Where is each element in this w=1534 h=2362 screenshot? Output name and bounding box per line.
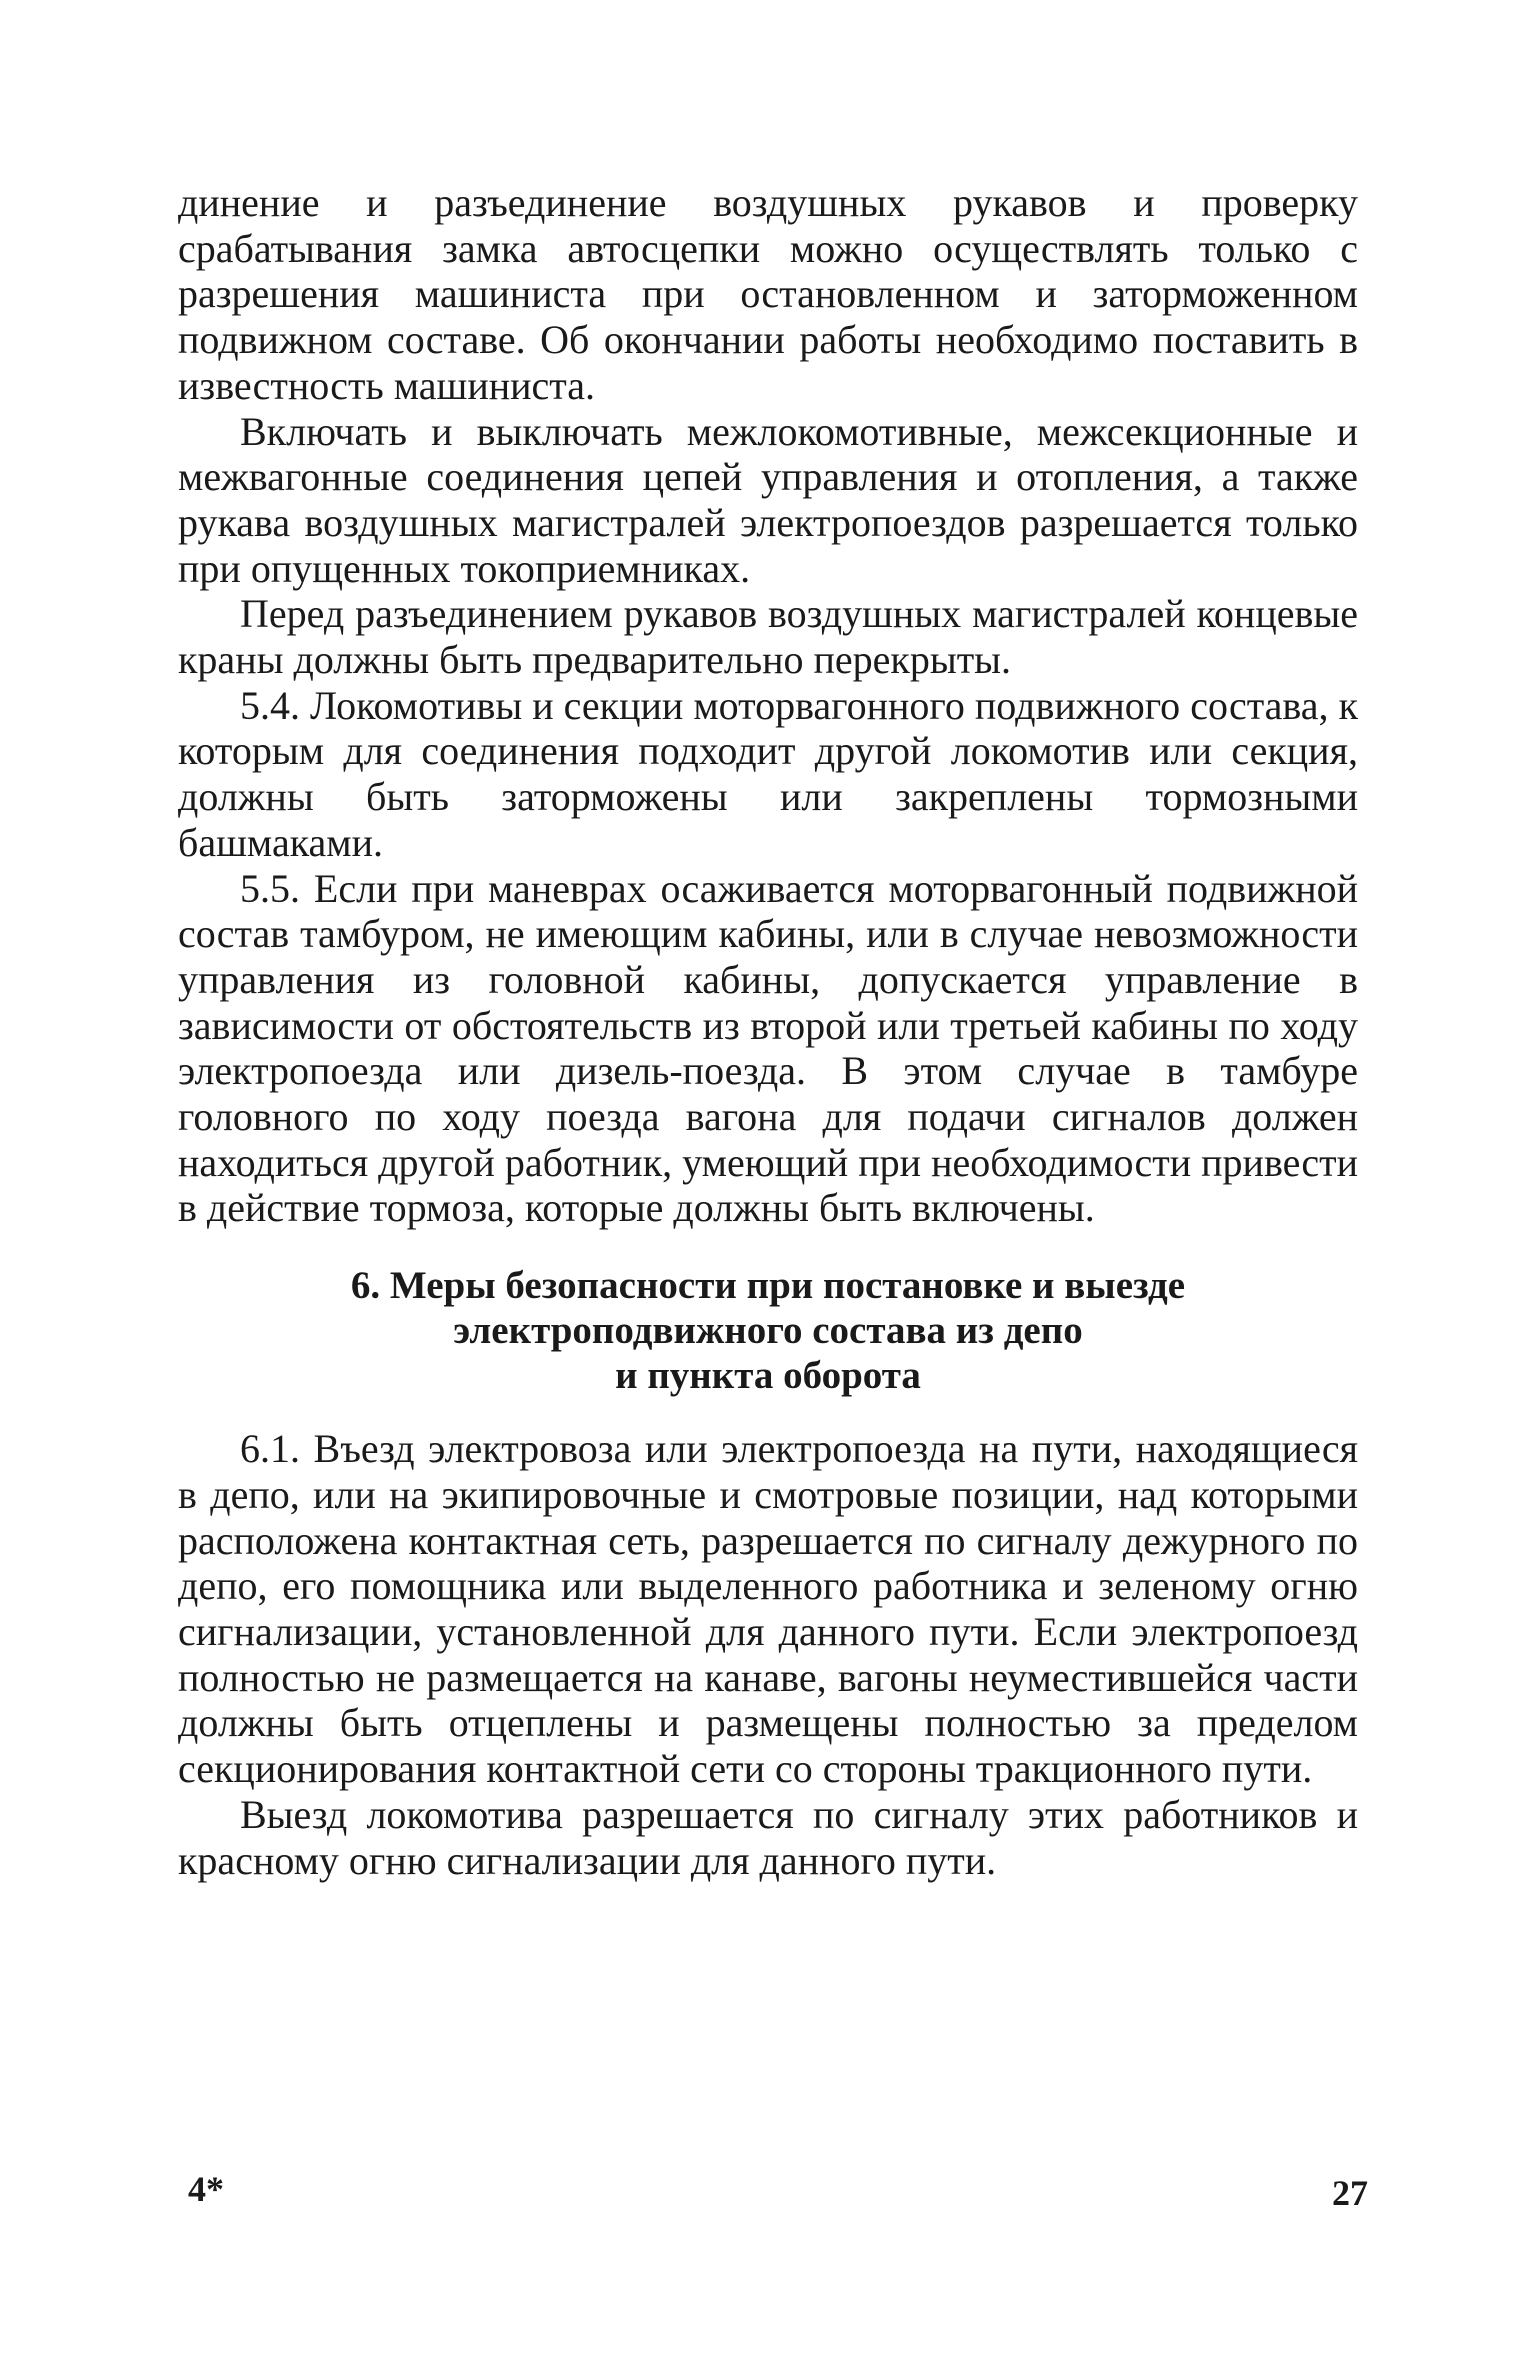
paragraph-end-valves: Перед разъединением рукавов воздушных магистралей концевые краны должны быть предварительно перекрыты. — [178, 591, 1358, 683]
page-footer — [188, 2168, 1368, 2214]
signature-mark: 4* — [188, 2169, 224, 2209]
paragraph-6-1: 6.1. Въезд электровоза или электропоезда на пути, находящиеся в депо, или на экипировочные и смотровые позиции, над которыми расположена контактная сеть, разрешается по сигналу дежурного по депо, его помощника или выделенного работника и зеленому огню сигнализации, установленной для данного пути. Если электропоезд полностью не размещается на канаве, вагоны неуместившейся части должны быть отцеплены и размещены полностью за пределом секционирования контактной сети со стороны тракционного пути. — [178, 1426, 1358, 1792]
paragraph-exit: Выезд локомотива разрешается по сигналу этих работников и красному огню сигнализации для данного пути. — [178, 1791, 1358, 1883]
section-heading: 6. Меры безопасности при постановке и выезде электроподвижного состава из депо и пункта оборота — [350, 1264, 1186, 1398]
paragraph-5-5: 5.5. Если при маневрах осаживается моторвагонный подвижной состав тамбуром, не имеющим кабины, или в случае невозможности управления из головной кабины, допускается управление в зависимости от обстоятельств из второй или третьей кабины по ходу электропоезда или дизель-поезда. В этом случае в тамбуре головного по ходу поезда вагона для подачи сигналов должен находиться другой работник, умеющий при необходимости привести в действие тормоза, которые должны быть включены. — [178, 865, 1358, 1231]
page-number: 27 — [1332, 2173, 1368, 2213]
paragraph-5-4: 5.4. Локомотивы и секции моторвагонного подвижного состава, к которым для соединения подходит другой локомотив или секция, должны быть заторможены или закреплены тормозными башмаками. — [178, 682, 1358, 865]
paragraph-continuation: динение и разъединение воздушных рукавов и проверку срабатывания замка автосцепки можно осуществлять только с разрешения машиниста при остановленном и заторможенном подвижном составе. Об окончании работы необходимо поставить в известность машиниста. — [178, 180, 1358, 408]
page-body — [178, 180, 1358, 1883]
paragraph-connections: Включать и выключать межлокомотивные, межсекционные и межвагонные соединения цепей управления и отопления, а также рукава воздушных магистралей электропоездов разрешается только при опущенных токоприемниках. — [178, 408, 1358, 591]
